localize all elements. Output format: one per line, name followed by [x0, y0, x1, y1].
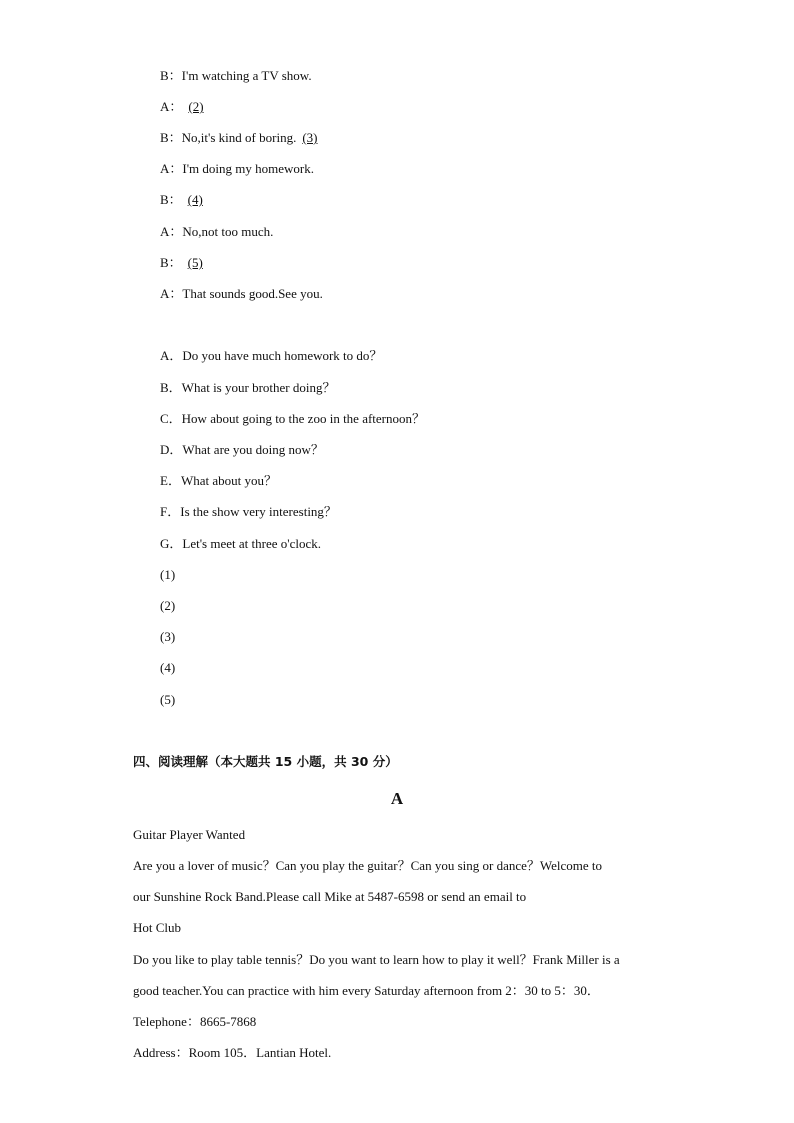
passage-line-5: Do you like to play table tennis？Do you want to learn how to play it well？Frank Miller is a [133, 952, 620, 967]
dialogue-line-7 [160, 255, 203, 271]
dialogue-line-1 [160, 68, 312, 84]
answer-blank: (2) [188, 99, 204, 114]
speaker: A： [160, 224, 183, 239]
answer-number-5: (5) [160, 692, 176, 707]
option-text: Let's meet at three o'clock. [182, 536, 321, 551]
option-letter: G． [160, 536, 183, 551]
line-text: That sounds good.See you. [182, 286, 323, 301]
speaker: A： [160, 99, 183, 114]
option-e [160, 473, 277, 489]
option-text: Do you have much homework to do？ [182, 348, 383, 363]
speaker: A： [160, 161, 183, 176]
passage-letter: A [390, 789, 404, 808]
passage-line-2: Are you a lover of music？Can you play the guitar？Can you sing or dance？Welcome to [133, 858, 603, 873]
speaker: B： [160, 255, 182, 270]
passage-line-6: good teacher.You can practice with him every Saturday afternoon from 2：30 to 5：30． [133, 983, 600, 998]
passage-line-8: Address：Room 105．Lantian Hotel. [133, 1045, 332, 1060]
dialogue-line-8 [160, 286, 323, 302]
passage-line-4: Hot Club [133, 920, 182, 935]
dialogue-line-6 [160, 224, 273, 240]
answer-number-1: (1) [160, 567, 176, 582]
passage-line-7: Telephone：8665-7868 [133, 1014, 257, 1029]
speaker: A： [160, 286, 183, 301]
option-text: What are you doing now？ [182, 442, 324, 457]
answer-number-2: (2) [160, 598, 176, 613]
option-letter: F． [160, 504, 181, 519]
dialogue-line-2 [160, 99, 204, 115]
speaker: B： [160, 192, 182, 207]
line-text: I'm watching a TV show. [181, 68, 312, 83]
option-letter: A． [160, 348, 183, 363]
answer-number-4: (4) [160, 660, 176, 675]
option-text: What is your brother doing？ [181, 380, 336, 395]
passage-line-1: Guitar Player Wanted [133, 827, 246, 842]
passage-line-3: our Sunshine Rock Band.Please call Mike at 5487-6598 or send an email to [133, 889, 527, 904]
option-letter: B． [160, 380, 182, 395]
answer-number-3: (3) [160, 629, 176, 644]
line-text: I'm doing my homework. [182, 161, 314, 176]
speaker: B： [160, 130, 182, 145]
line-text: No,it's kind of boring. [181, 130, 297, 145]
option-d [160, 442, 324, 458]
dialogue-line-3 [160, 130, 318, 146]
section-heading: 四、阅读理解（本大题共 15 小题，共 30 分） [133, 754, 398, 769]
speaker: B： [160, 68, 182, 83]
dialogue-line-4 [160, 161, 314, 177]
option-b [160, 380, 335, 396]
option-text: What about you？ [180, 473, 277, 488]
option-g [160, 536, 321, 552]
option-c [160, 411, 425, 427]
option-f [160, 504, 337, 520]
line-text: No,not too much. [182, 224, 274, 239]
option-a [160, 348, 382, 364]
answer-blank: (3) [302, 130, 318, 145]
option-letter: C． [160, 411, 182, 426]
dialogue-line-5 [160, 192, 203, 208]
answer-blank: (4) [187, 192, 203, 207]
answer-blank: (5) [187, 255, 203, 270]
option-text: How about going to the zoo in the afternoon？ [181, 411, 426, 426]
option-letter: D． [160, 442, 183, 457]
option-text: Is the show very interesting？ [180, 504, 337, 519]
option-letter: E． [160, 473, 181, 488]
